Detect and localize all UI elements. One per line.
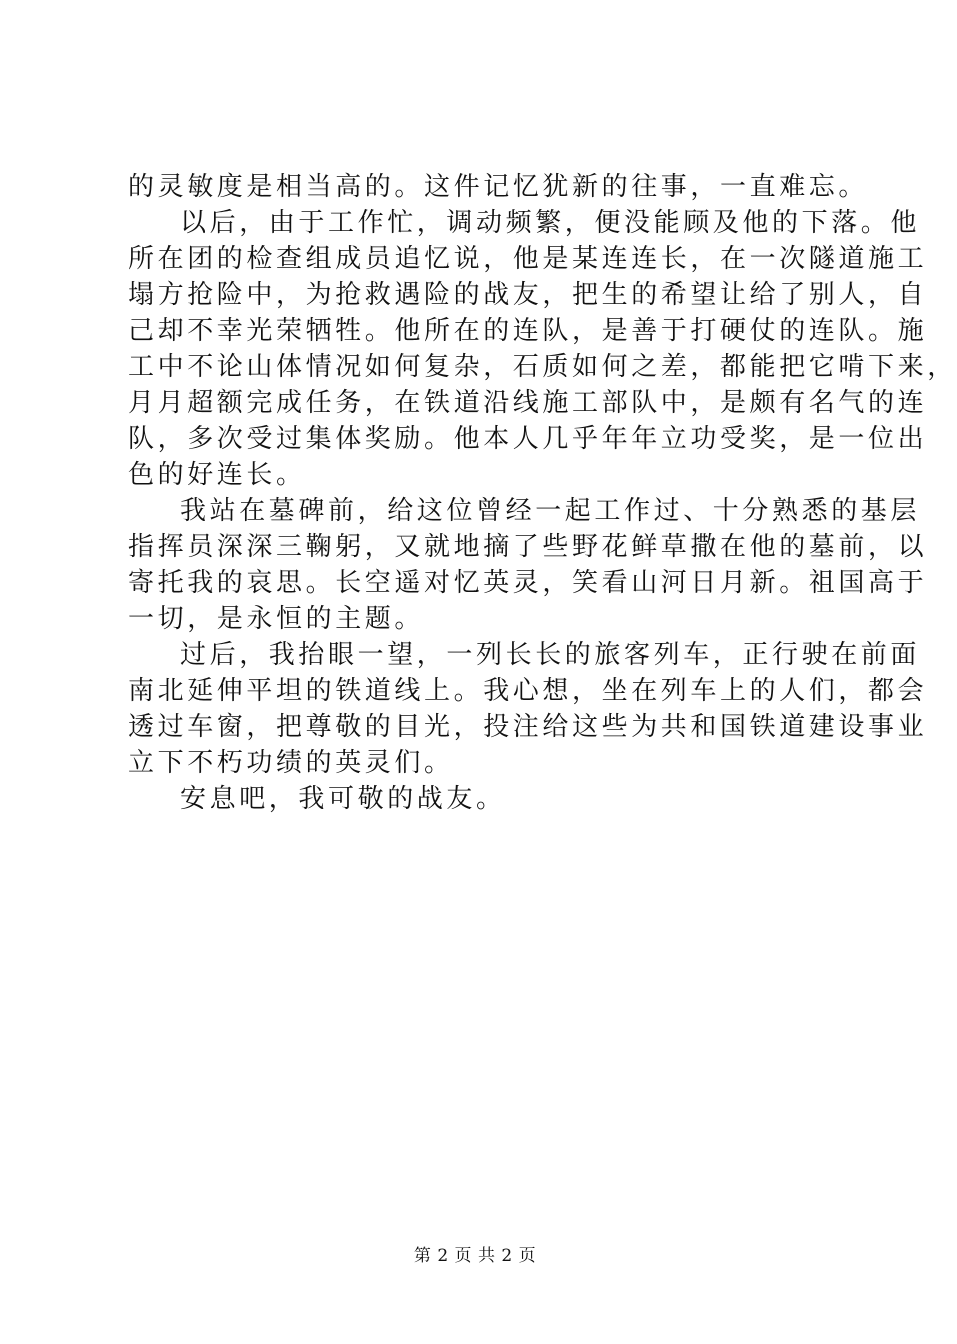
- text-line: 指挥员深深三鞠躬，又就地摘了些野花鲜草撒在他的墓前，以: [128, 532, 928, 562]
- text-line: 塌方抢险中，为抢救遇险的战友，把生的希望让给了别人，自: [128, 280, 928, 310]
- text-line: 的灵敏度是相当高的。这件记忆犹新的往事，一直难忘。: [128, 172, 869, 202]
- page-number-footer: 第 2 页 共 2 页: [413, 1246, 537, 1266]
- text-line: 寄托我的哀思。长空遥对忆英灵，笑看山河日月新。祖国高于: [128, 568, 928, 598]
- paragraph-first-line: 安息吧，我可敬的战友。: [180, 784, 506, 814]
- text-line: 透过车窗，把尊敬的目光，投注给这些为共和国铁道建设事业: [128, 712, 928, 742]
- text-line: 色的好连长。: [128, 460, 306, 490]
- text-line: 立下不朽功绩的英灵们。: [128, 748, 454, 778]
- text-line: 己却不幸光荣牺牲。他所在的连队，是善于打硬仗的连队。施: [128, 316, 928, 346]
- text-line: 南北延伸平坦的铁道线上。我心想，坐在列车上的人们，都会: [128, 676, 928, 706]
- paragraph-first-line: 我站在墓碑前，给这位曾经一起工作过、十分熟悉的基层: [180, 496, 921, 526]
- paragraph-first-line: 过后，我抬眼一望，一列长长的旅客列车，正行驶在前面: [180, 640, 921, 670]
- text-line: 一切，是永恒的主题。: [128, 604, 425, 634]
- text-line: 所在团的检查组成员追忆说，他是某连连长，在一次隧道施工: [128, 244, 928, 274]
- text-line: 队，多次受过集体奖励。他本人几乎年年立功受奖，是一位出: [128, 424, 928, 454]
- text-line: 工中不论山体情况如何复杂，石质如何之差，都能把它啃下来，: [128, 352, 957, 382]
- paragraph-first-line: 以后，由于工作忙，调动频繁，便没能顾及他的下落。他: [180, 208, 921, 238]
- text-line: 月月超额完成任务，在铁道沿线施工部队中，是颇有名气的连: [128, 388, 928, 418]
